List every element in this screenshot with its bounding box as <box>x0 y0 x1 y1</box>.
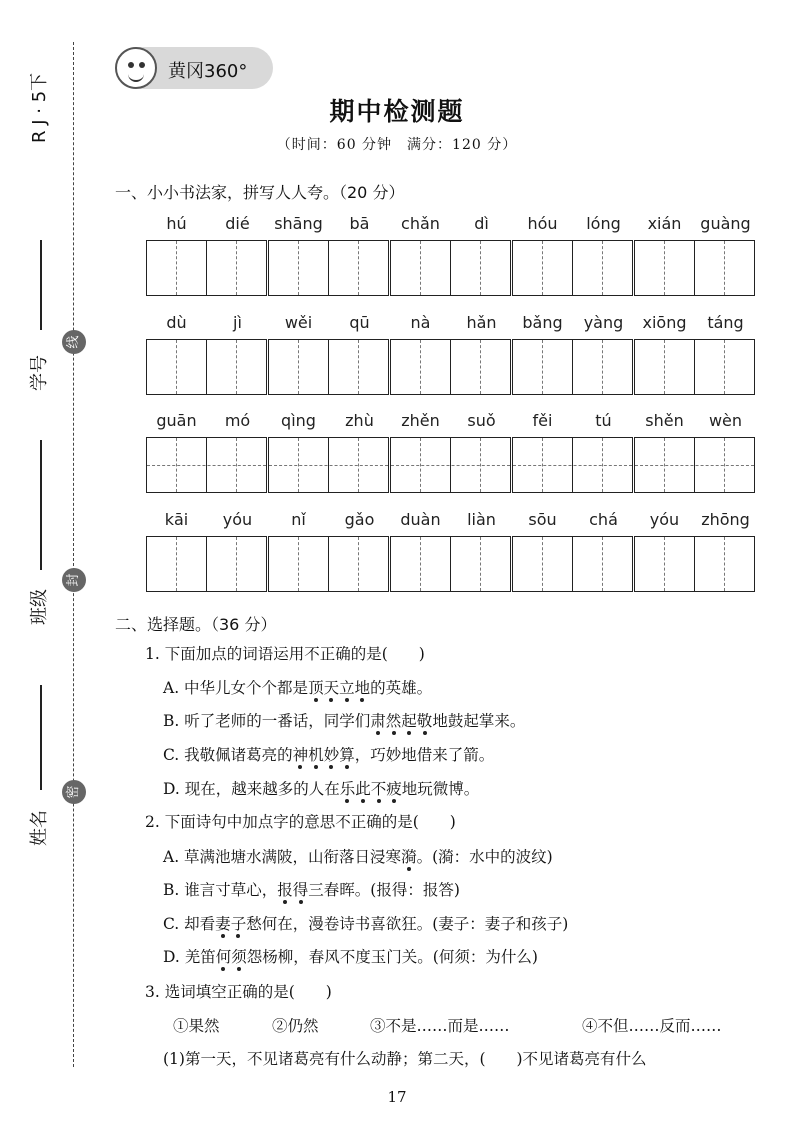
class-line <box>40 440 42 570</box>
writing-box[interactable] <box>146 240 267 296</box>
pinyin-label: xián <box>647 214 682 233</box>
writing-box[interactable] <box>390 536 511 592</box>
writing-box[interactable] <box>512 437 633 493</box>
q3-option-2: ②仍然 <box>272 1017 319 1035</box>
writing-box[interactable] <box>390 339 511 395</box>
class-label: 班级 <box>29 589 50 625</box>
section1-heading: 一、小小书法家，拼写人人夸。（20 分） <box>115 183 405 202</box>
pinyin-label: duàn <box>400 510 441 529</box>
logo-text: 黄冈360° <box>168 61 248 82</box>
brand-logo <box>115 47 273 89</box>
q2-stem: 2. 下面诗句中加点字的意思不正确的是( ) <box>145 813 456 831</box>
writing-box[interactable] <box>146 339 267 395</box>
writing-box[interactable] <box>634 536 755 592</box>
student-id-line <box>40 240 42 330</box>
exam-info: （时间：60 分钟 满分：120 分） <box>276 137 518 153</box>
q3-option-3: ③不是……而是…… <box>370 1017 510 1035</box>
pinyin-label: qū <box>349 313 370 332</box>
name-line <box>40 685 42 790</box>
pinyin-label: bā <box>349 214 370 233</box>
writing-box[interactable] <box>634 437 755 493</box>
pinyin-label: hǎn <box>466 313 497 332</box>
pinyin-label: wèn <box>708 411 743 430</box>
q2-option-d[interactable]: D. 羌笛何须怨杨柳，春风不度玉门关。(何须：为什么) <box>163 948 538 966</box>
pinyin-label: dù <box>166 313 187 332</box>
pinyin-label: qìng <box>281 411 316 430</box>
pinyin-label: mó <box>224 411 251 430</box>
writing-box[interactable] <box>634 339 755 395</box>
pinyin-label: guàng <box>700 214 751 233</box>
pinyin-label: suǒ <box>467 411 496 430</box>
q1-stem: 1. 下面加点的词语运用不正确的是( ) <box>145 645 425 663</box>
seal-seal-char: 封 <box>62 568 86 592</box>
pinyin-label: tú <box>595 411 612 430</box>
pinyin-label: xiōng <box>642 313 687 332</box>
pinyin-label: zhěn <box>401 411 440 430</box>
writing-box[interactable] <box>146 536 267 592</box>
writing-box[interactable] <box>146 437 267 493</box>
seal-secret-char: 密 <box>62 780 86 804</box>
pinyin-label: dié <box>225 214 250 233</box>
name-label: 姓名 <box>29 810 50 846</box>
q1-option-c[interactable]: C. 我敬佩诸葛亮的神机妙算，巧妙地借来了箭。 <box>163 746 495 764</box>
q3-option-4: ④不但……反而…… <box>582 1017 722 1035</box>
pinyin-label: shāng <box>274 214 323 233</box>
q3-stem: 3. 选词填空正确的是( ) <box>145 983 332 1001</box>
pinyin-label: dì <box>474 214 489 233</box>
page-number: 17 <box>387 1088 407 1106</box>
pinyin-label: fěi <box>532 411 553 430</box>
pinyin-label: wěi <box>284 313 313 332</box>
pinyin-label: jì <box>233 313 242 332</box>
binding-dashed-line <box>73 42 74 1067</box>
student-id-label: 学号 <box>29 355 50 391</box>
seal-line-char: 线 <box>62 330 86 354</box>
pinyin-label: lóng <box>586 214 621 233</box>
pinyin-label: nǐ <box>291 510 306 529</box>
pinyin-label: táng <box>707 313 744 332</box>
pinyin-label: bǎng <box>522 313 563 332</box>
writing-box[interactable] <box>390 240 511 296</box>
writing-box[interactable] <box>512 240 633 296</box>
section2-heading: 二、选择题。（36 分） <box>115 615 277 634</box>
pinyin-label: kāi <box>164 510 189 529</box>
pinyin-label: zhù <box>345 411 374 430</box>
q1-option-d[interactable]: D. 现在，越来越多的人在乐此不疲地玩微博。 <box>163 780 480 798</box>
pinyin-label: nà <box>410 313 431 332</box>
pinyin-label: chá <box>589 510 618 529</box>
page-title: 期中检测题 <box>329 97 465 126</box>
pinyin-label: zhōng <box>701 510 750 529</box>
q2-option-a[interactable]: A. 草满池塘水满陂，山衔落日浸寒漪。(漪：水中的波纹) <box>163 848 553 866</box>
writing-box[interactable] <box>268 536 389 592</box>
pinyin-label: hóu <box>527 214 558 233</box>
writing-box[interactable] <box>268 240 389 296</box>
pinyin-label: yàng <box>583 313 624 332</box>
pinyin-label: yóu <box>649 510 680 529</box>
writing-box[interactable] <box>390 437 511 493</box>
pinyin-label: yóu <box>222 510 253 529</box>
writing-box[interactable] <box>634 240 755 296</box>
pinyin-label: liàn <box>467 510 496 529</box>
q3-option-1: ①果然 <box>173 1017 220 1035</box>
writing-box[interactable] <box>512 339 633 395</box>
writing-box[interactable] <box>268 437 389 493</box>
pinyin-label: hú <box>166 214 187 233</box>
pinyin-label: shěn <box>645 411 684 430</box>
writing-box[interactable] <box>268 339 389 395</box>
q2-option-c[interactable]: C. 却看妻子愁何在，漫卷诗书喜欲狂。(妻子：妻子和孩子) <box>163 915 569 933</box>
pinyin-label: chǎn <box>401 214 440 233</box>
edition-label: R J · 5下 <box>29 72 50 143</box>
pinyin-label: sōu <box>528 510 557 529</box>
pinyin-label: gǎo <box>344 510 375 529</box>
q2-option-b[interactable]: B. 谁言寸草心，报得三春晖。(报得：报答) <box>163 881 460 899</box>
q1-option-a[interactable]: A. 中华儿女个个都是顶天立地的英雄。 <box>163 679 433 697</box>
pinyin-label: guān <box>156 411 197 430</box>
writing-box[interactable] <box>512 536 633 592</box>
q1-option-b[interactable]: B. 听了老师的一番话，同学们肃然起敬地鼓起掌来。 <box>163 712 526 730</box>
q3-sub1: (1)第一天，不见诸葛亮有什么动静；第二天，( )不见诸葛亮有什么 <box>163 1050 647 1068</box>
mascot-icon <box>115 47 157 89</box>
